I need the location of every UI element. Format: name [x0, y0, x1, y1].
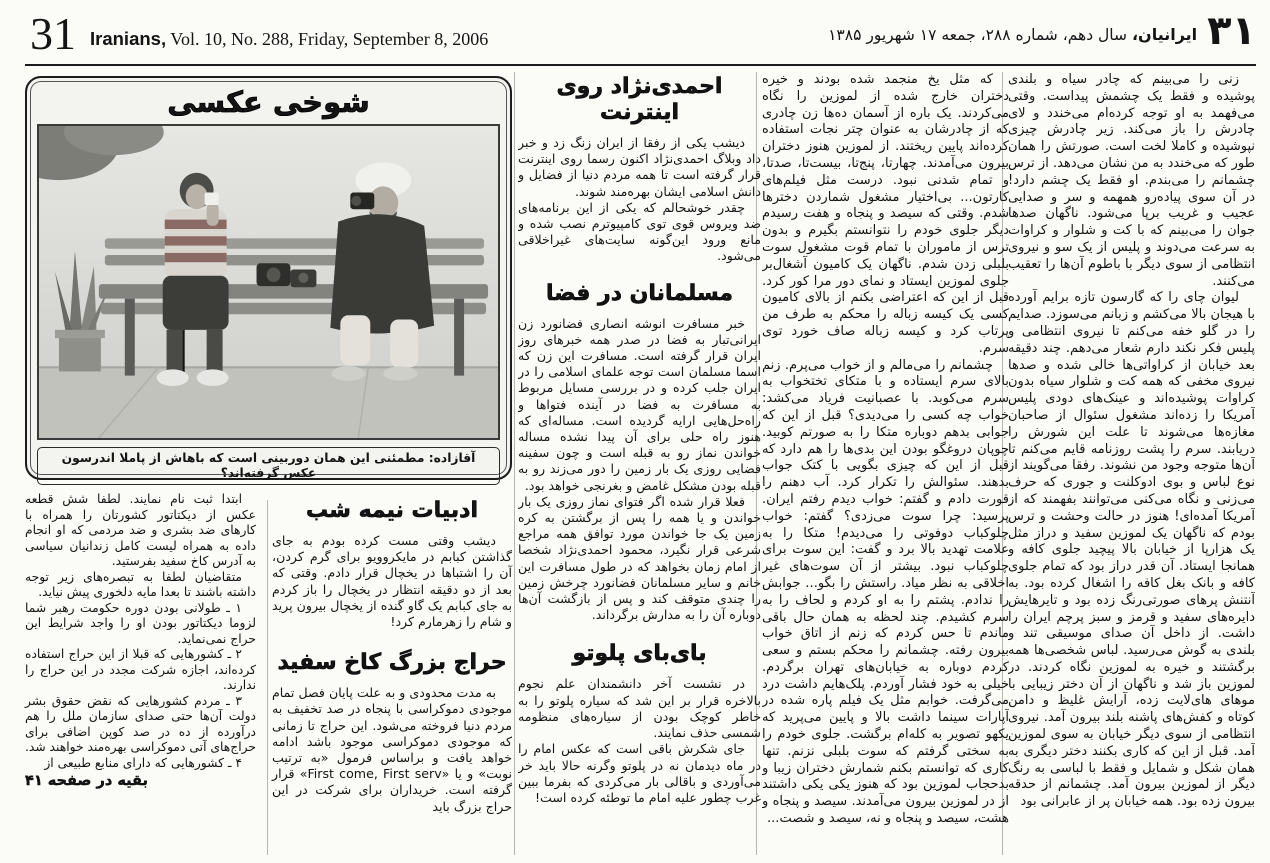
- page-number-latin: 31: [30, 8, 76, 59]
- masthead-persian-issue: سال دهم، شماره ۲۸۸، جمعه ۱۷ شهریور ۱۳۸۵: [828, 26, 1132, 44]
- article-paragraph: ۴ ـ کشورهایی که دارای منابع طبیعی از: [44, 755, 242, 770]
- article-paragraph: ۱ ـ طولانی بودن دوره حکومت رهبر شما لزوما دیکتاتور بودن او را واجد شرایط این حراج نمی‌نماید.: [25, 600, 256, 646]
- article-paragraph: چقدر خوشحالم که یکی از این برنامه‌های ضد ویروس قوی توی کامپیوترم نصب شده و مانع ورود این‌گونه سایت‌های غیراخلاقی می‌شود.: [518, 199, 761, 264]
- page-number-persian: ۳۱: [1207, 8, 1256, 54]
- article-paragraph: ۳ ـ مردم کشورهایی که نقض حقوق بشر دولت آن‌ها حتی صدای سازمان ملل را هم درآورده از ده در صد کوپن اضافی برای حراج‌های آتی دموکراسی بهره‌مند خواهند شد.: [24, 693, 256, 754]
- article-paragraph: ابتدا ثبت نام نمایند. لطفا شش قطعه عکس از دیکتاتور کشورتان را همراه با کارهای ضد بشری و ضد مردمی که او انجام داده به همراه لیست کامل زندانیان سیاسی به آدرس کاخ سفید بفرستید.: [25, 492, 256, 568]
- article-paragraph: دیشب وقتی مست کرده بودم به جای گذاشتن کبابم در مایکروویو برای گرم کردن، آن را اشتباها در یخچال قرار دادم. وقتی که بعد از دو دقیقه انتظار در یخچال را باز کردم به جای کبابم یک گاو گنده از یخچال بیرون پرید و شام را زهرمارم کرد!: [272, 533, 512, 630]
- story-paragraph: لیوان چای را که گارسون تازه برایم آورده با هیجان بالا می‌کشم و زبانم می‌سوزد. صدایم را در گلو خفه می‌کنم تا نیروی انتظامی و پلیس فکر نکند دارم شعار می‌دهم. چند دقیقه بعد خیابان از کراواتی‌ها خالی شده و صدها نیروی مخفی که همه کت و شلوار سیاه بدون کراوات پوشیده‌اند و عینک‌های دودی پلیس آمریکا را زده‌اند مشغول سئوال از صاحبان مغازه‌ها می‌شوند تا علت این شورش را دریابند. سرم را پشت روزنامه قایم می‌کنم تا آن‌ها متوجه وجود من نشوند. رفقا می‌گویند از نوع لباس و بوی ادوکلنت و جوری که حرف می‌زنی و نگاه می‌کنی می‌توانند بفهمند که از آمریکا آمده‌ای! هنوز در حالت وحشت و ترس بودم که ناگهان یک لموزین سفید و دراز مثل یک هزارپا از خیابان بالا پیچید جلوی کافه و همانجا ایستاد. آن قدر دراز بود که تمام جلوی کافه و بانک بغل کافه را اشغال کرده بود. به آنتنش پرهای صورتی‌رنگ زده بود و تایرهایش دایره‌های سفید و قرمز و سبز پرچم ایران را داشت. از داخل آن صدای موسیقی تند و بلندی به گوش می‌رسید. لباس شخصی‌ها همه برگشتند و خیره به لموزین نگاه کردند. در لموزین باز شد و ناگهان از آن دختر زیبایی با موهای های‌لایت زده، آرایش غلیظ و دامن کوتاه و کفش‌های پاشنه بلند بیرون آمد. نیروی انتظامی از سوی دیگر خیابان به سوی لموزین آمد. قبل از این که کاری بکنند دختر دیگری به همان شکل و شمایل و فقط با لباسی به رنگ دیگر از لموزین بیرون آمد. چشمانم از حدقه بیرون زده بود. همه خیابان پر از عابرانی بود: [1008, 290, 1255, 810]
- photo: [39, 126, 498, 438]
- story-paragraph: زنی را می‌بینم که چادر سیاه و بلندی پوشیده و فقط یک چشمش پیداست. وقتی می‌فهمد به او توجه کرده‌ام می‌خندد و لای چادرش را باز می‌کند. زیر چادرش چیزی نپوشیده و کاملا لخت است. صورتش را همان طور که می‌خندد به من نشان می‌دهد. از ترس چشمانم را می‌بندم. او فقط یک چشم دارد! در آن سوی پیاده‌رو همهمه و سر و صدایی عجیب و غریب برپا می‌شود. ناگهان صدها جوان را می‌بینم که با کت و شلوار و کراوات به سرعت می‌دوند و پلیس از یک سو و نیروی انتظامی از سوی دیگر با باطوم آن‌ها را تعقیب می‌کنند.: [1008, 72, 1255, 289]
- article-white-house-auction: [272, 685, 512, 815]
- header-persian: [828, 8, 1256, 54]
- headline-white-house-auction: حراج بزرگ کاخ سفید: [277, 650, 507, 676]
- column-divider: [514, 72, 515, 855]
- articles-column: [518, 68, 761, 856]
- article-bye-bye-pluto: [518, 676, 761, 806]
- masthead-latin: [90, 28, 488, 54]
- masthead-latin-name: Iranians,: [90, 28, 167, 49]
- masthead-latin-issue: Vol. 10, No. 288, Friday, September 8, 2006: [166, 29, 489, 49]
- story-column-2: [762, 72, 1009, 856]
- header-latin: [30, 8, 489, 59]
- headline-bye-bye-pluto: بای‌بای پلوتو: [572, 641, 707, 667]
- article-paragraph: جای شکرش باقی است که عکس امام را در ماه دیدمان نه در پلوتو وگرنه حالا باید خر می‌آوردی و باقالی بار می‌کردی که بفرما ببین غرب چطور علیه امام ما توطئه کرده است!: [518, 741, 761, 805]
- left-section: [25, 76, 512, 858]
- headline-midnight-literature: ادبیات نیمه شب: [305, 498, 478, 523]
- masthead-persian: [828, 25, 1197, 50]
- left-inner-column: [272, 492, 512, 815]
- story-paragraph: که مثل یخ منجمد شده بودند و خیره دختران خارج شده از لموزین را نگاه می‌کردند. یک باره از آسمان ده‌ها زن چادری که از چادرشان به عنوان چتر نجات استفاده کرده‌اند پایین ریختند. از لموزین هنوز دختران بیرون می‌آمدند. چهارتا، پنج‌تا، بیست‌تا، صدتا، و تمام شدنی نبود. درست مثل فیلم‌های کارتون... بی‌اختیار مشغول شماردن دخترها شدم. وقتی که سیصد و پنجاه و هفت رسیدم دیگر جلوی خودم را نتوانستم بگیرم و بدون ترس از ماموران با تمام قوت مشغول سوت بلبلی زدن شدم. ناگهان یک کامیون آشغال‌بر جلوی لموزین ایستاد و نمای دور مرا کور کرد. قبل از این که اعتراضی بکنم از بالای کامیون کسی یک کیسه زباله را محکم به طرف من پرتاب کرد و کیسه زباله صاف خورد توی سرم.: [762, 72, 1009, 356]
- photo-joke-title: شوخی عکسی: [167, 85, 370, 119]
- story-column-1: [1008, 72, 1255, 856]
- photo-caption: آقازاده: مطمئنی این همان دوربینی است که باهاش از پاملا اندرسون عکس گرفته‌اند؟: [37, 447, 500, 485]
- header-rule: [25, 64, 1256, 66]
- article-paragraph: در نشست آخر دانشمندان علم نجوم بالاخره قرار بر این شد که سیاره پلوتو را به خاطر کوچک بودن از سیاره‌های منظومه شمسی حذف نمایند.: [518, 676, 761, 741]
- photo-joke-box: [25, 76, 512, 480]
- article-paragraph: فعلا قرار شده اگر فتوای نماز روزی یک بار خواندن و یا همه را پس از برگشتن به کره زمین یک جا خواندن مورد توافق همه مراجع شرعی قرار نگیرد، محمود احمدی‌نژاد شخصا از امام زمان بخواهد که در طول مسافرت این خانم و سایر مسلمانان فضانورد چرخش زمین را چندی متوقف کند و پس از بازگشت آن‌ها دوباره آن را به مدارش برگرداند.: [518, 493, 761, 623]
- headline-muslims-in-space: مسلمانان در فضا: [546, 280, 733, 306]
- photo-frame: [37, 124, 500, 440]
- story-paragraph: چشمانم را می‌مالم و از خواب می‌پرم. زنم بالای سرم ایستاده و با متکای تختخواب به سرم می‌کوبد. با عصبانیت فریاد می‌کشد: خواب چه کسی را می‌دیدی؟ قبل از این که جوابی بدهم دوباره متکا را به صورتم کوبید. چوپان دروغگو بودن این بدی‌ها را هم دارد که قبل از این که چیزی بگویی با کتک جواب بدهند. سئوالش را تکرار کرد. آب دهنم را قورت دادم و گفتم: خواب دیدم رفتم ایران. پرسید: چرا سوت می‌زدی؟ گفتم: خواب چلوکباب دوفوتی را می‌دیدم! متکا را به علامت تهدید بالا برد و گفت: این سوت برای چلوکباب نبود. بیشتر از آن سوت‌های غیر اخلاقی به نظر میاد. راستش را بگو... جوابش را ندادم. پشتم را به او کردم و لحاف را به سرم کشیدم. چند لحظه به همان حال باقی ماندم تا حس کردم که زنم از اتاق خواب بیرون رفته. چشمانم را محکم بستم و سعی کردم دوباره به خیابان‌های تهران برگردم. خیلی به خود فشار آوردم. پلک‌هایم داشت درد می‌گرفت. خوابم مثل یک فیلم پاره شده در آپارات سینما داشت بالا و پایین می‌پرید که یکهو تصویر به کله‌ام برگشت. جلوی خودم را به سختی گرفتم که سوت بلبلی نزنم. تنها کاری که توانستم بکنم شمارش دختران زیبا و بدحجاب لموزین بود که هنوز یکی یکی داشتند از در لموزین بیرون می‌آمدند. سیصد و پنجاه و هشت، سیصد و پنجاه و نه، سیصد و شصت...: [762, 357, 1009, 827]
- article-muslims-in-space: [518, 316, 761, 624]
- article-ahmadinejad-internet: [518, 135, 761, 265]
- left-outer-column: [25, 492, 256, 815]
- continued-on-page-notice: بقیه در صفحه ۴۱: [25, 773, 148, 789]
- article-paragraph: به مدت محدودی و به علت پایان فصل تمام موجودی دموکراسی با پنجاه در صد تخفیف به مردم دنیا فروخته می‌شود. این حراج تا زمانی که موجودی دموکراسی موجود باشد ادامه خواهد یافت و براساس فرمول «به ترتیب نوبت» و یا «First come, First serv» قرار گرفته است. خریداران برای شرکت در این حراج بزرگ باید: [272, 685, 512, 814]
- headline-ahmadinejad-internet: احمدی‌نژاد روی اینترنت: [556, 74, 723, 125]
- article-paragraph: ۲ ـ کشورهایی که قبلا از این حراج استفاده کرده‌اند، اجازه شرکت مجدد در این حراج را ندارند.: [25, 647, 256, 692]
- article-midnight-literature: [272, 533, 512, 630]
- article-paragraph: دیشب یکی از رفقا از ایران زنگ زد و خبر داد وبلاگ احمدی‌نژاد اکنون رسما روی اینترنت قرار گرفته است تا همه مردم دنیا از فضایل و دانش اسلامی ایشان بهره‌مند شوند.: [518, 135, 761, 199]
- masthead-persian-name: ایرانیان،: [1131, 25, 1198, 44]
- article-paragraph: متقاضیان لطفا به تبصره‌های زیر توجه داشته باشند تا بعدا مایه دلخوری پیش نیاید.: [25, 569, 256, 599]
- article-paragraph: خبر مسافرت انوشه انصاری فضانورد زن ایرانی‌تبار به فضا در صدر همه خبرهای روز ایران قرار گرفته است. مسافرت این زن که اسما مسلمان است توجه علمای اسلامی را در ایران جلب کرده و در بررسی مسایل مربوط به مسافرت به فضا در آینده فتواها و راه‌حل‌هایی ارایه گردیده است. مساله‌ای که هنوز راه حلی برای آن پیدا نشده مساله خواندن نماز رو به قبله است و چون سفینه فضایی روزی یک بار زمین را دور می‌زند رو به قبله بودن مشکل غامض و بغرنجی خواهد بود.: [518, 315, 761, 493]
- left-lower-columns: [25, 492, 512, 815]
